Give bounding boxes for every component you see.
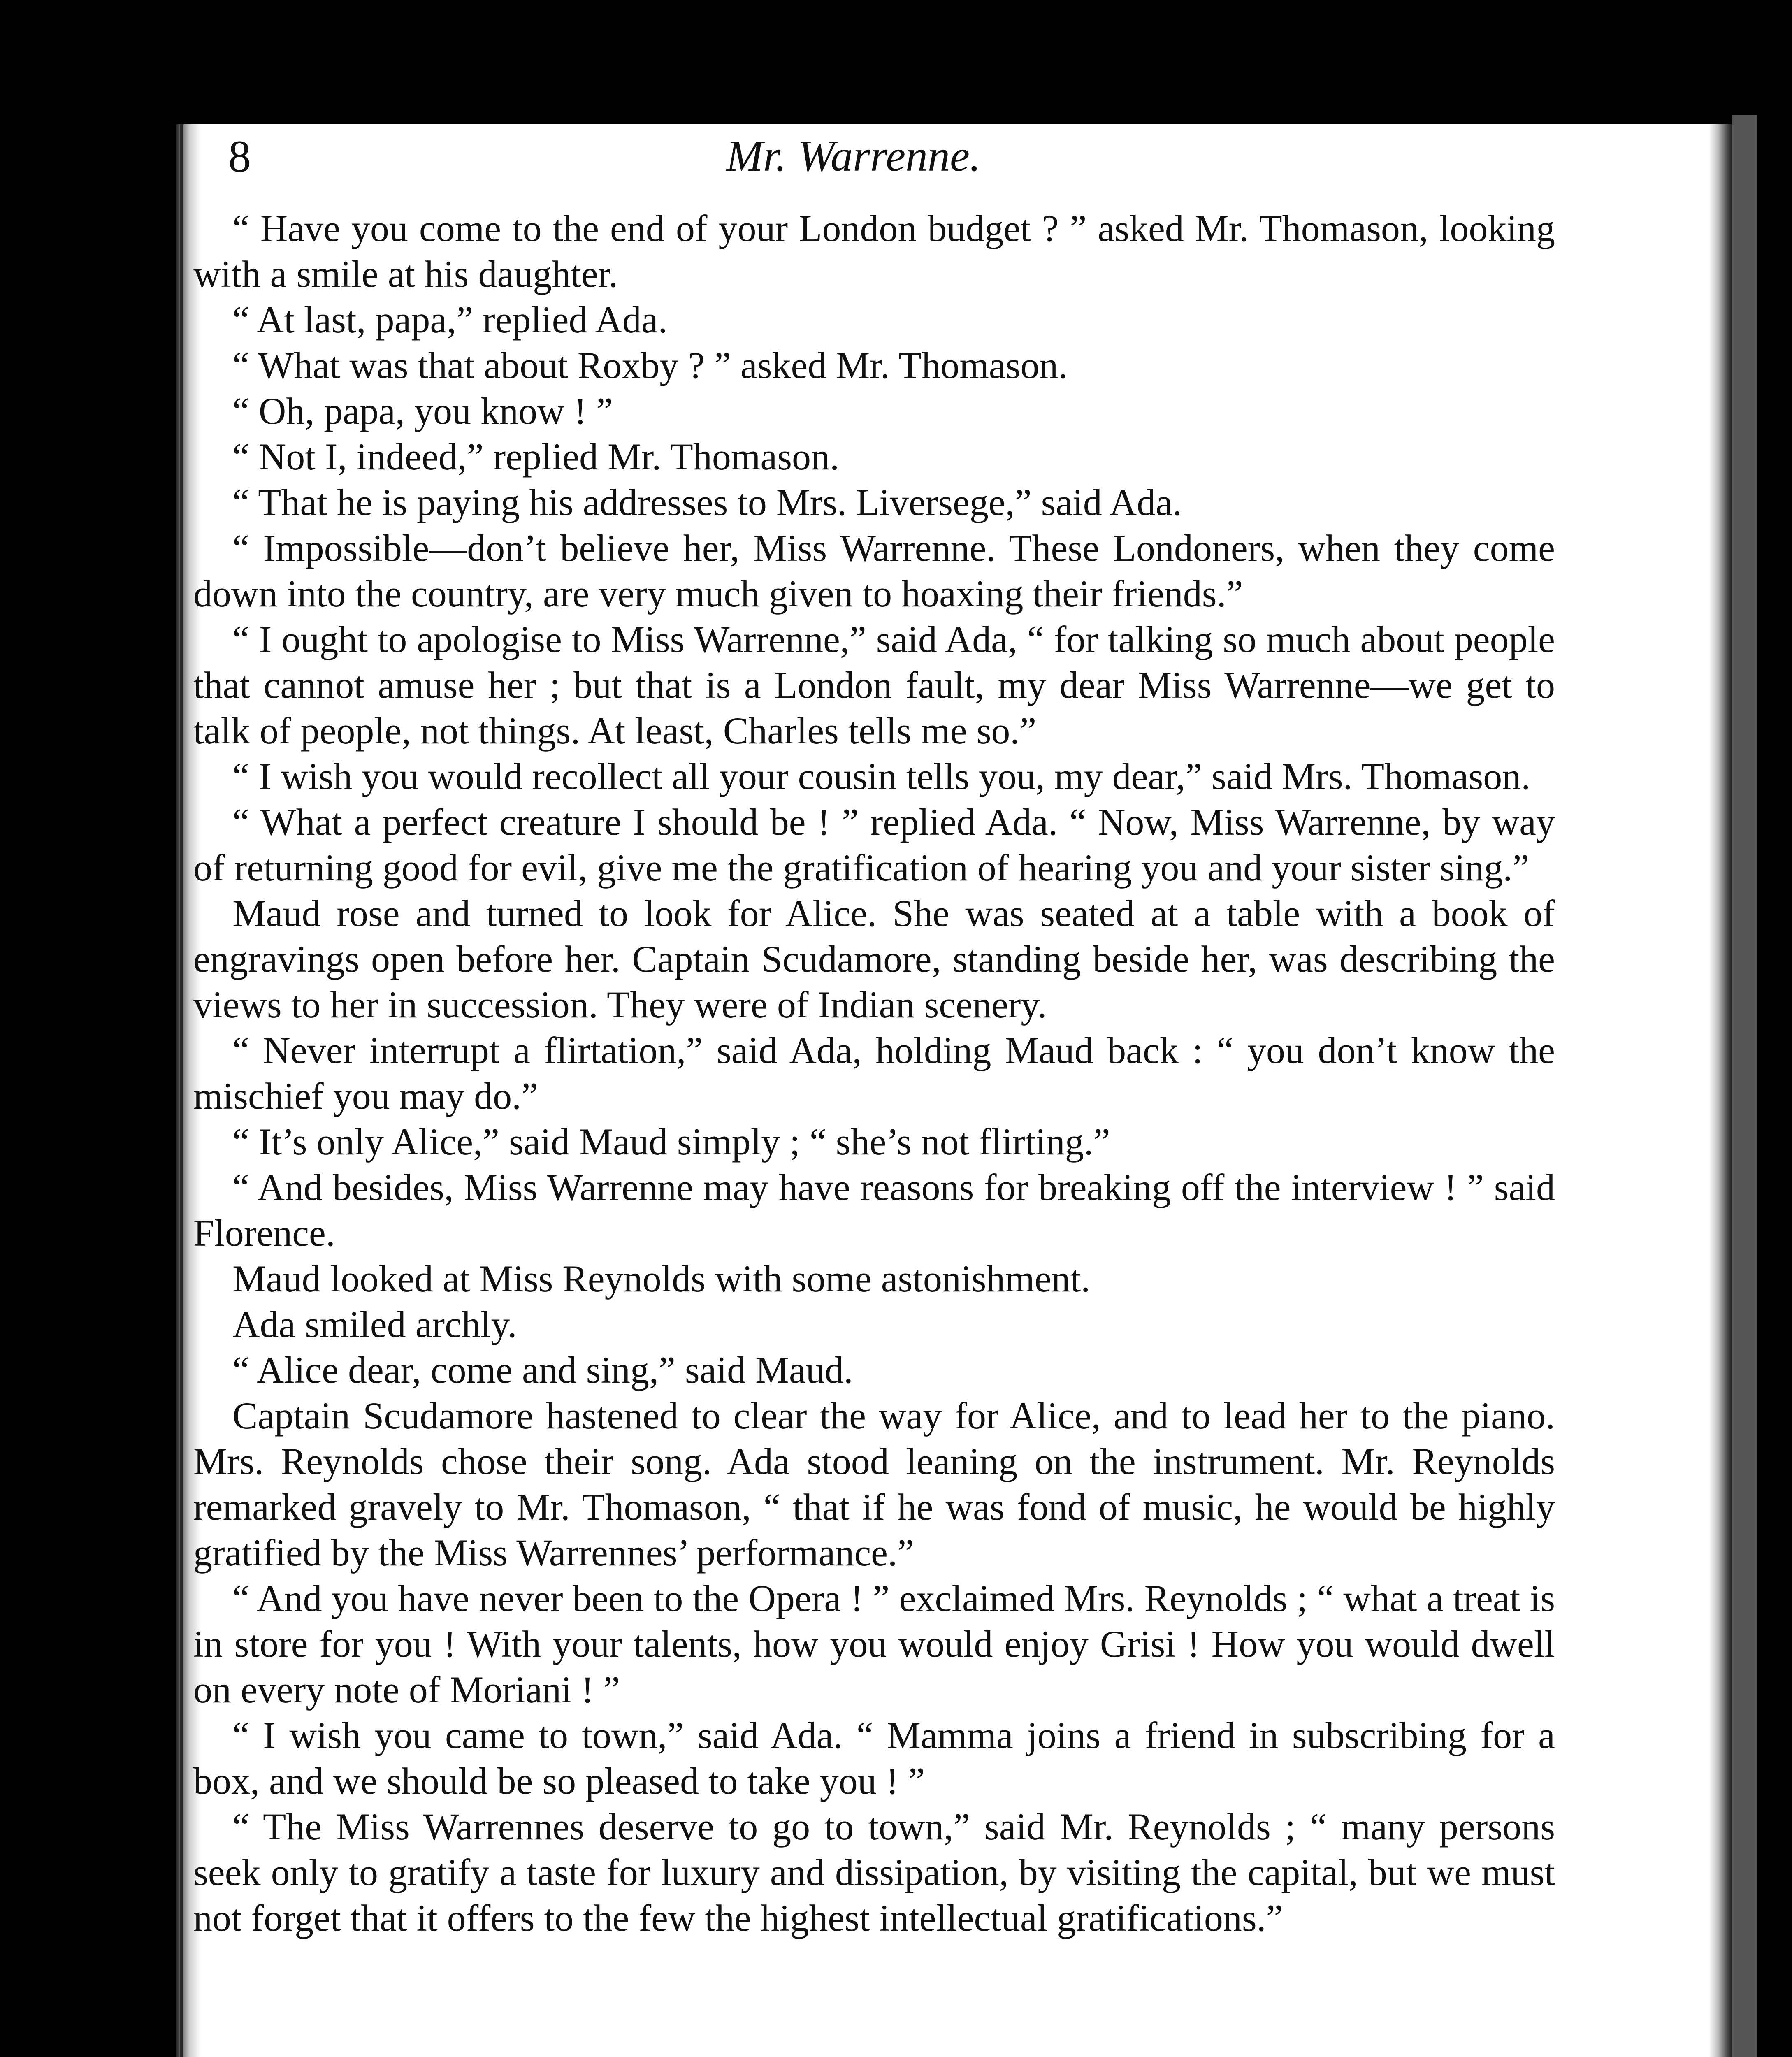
paragraph: Maud looked at Miss Reynolds with some astonishment. — [232, 1258, 1091, 1300]
paragraph: “ I wish you came to town,” said Ada. “ Mamma joins a friend in subscribing for a box, and we should be so pleased to take you ! ” — [193, 1714, 1555, 1802]
paragraph: Captain Scudamore hastened to clear the way for Alice, and to lead her to the piano. Mrs. Reynolds chose their song. Ada stood leaning on the instrument. Mr. Reynolds remarked gravely to Mr. Thomason, “ that if he was fond of music, he would be highly gratified by the Miss Warrennes’ performance.” — [193, 1395, 1555, 1574]
gutter-line — [180, 124, 183, 2057]
paragraph: “ I ought to apologise to Miss Warrenne,” said Ada, “ for talking so much about people that cannot amuse her ; but that is a London fault, my dear Miss Warrenne—we get to talk of people, not things. At least, Charles tells me so.” — [193, 618, 1555, 752]
right-page-edge — [1709, 124, 1732, 2057]
paragraph: “ I wish you would recollect all your cousin tells you, my dear,” said Mrs. Thomason. — [232, 755, 1531, 797]
paragraph: “ Never interrupt a flirtation,” said Ada, holding Maud back : “ you don’t know the mischief you may do.” — [193, 1029, 1555, 1117]
paragraph: “ Have you come to the end of your London budget ? ” asked Mr. Thomason, looking with a smile at his daughter. — [193, 207, 1555, 295]
paragraph: “ At last, papa,” replied Ada. — [232, 299, 668, 341]
paragraph: “ The Miss Warrennes deserve to go to town,” said Mr. Reynolds ; “ many persons seek only to gratify a taste for luxury and dissipation, by visiting the capital, but we must not forget that it offers to the few the highest intellectual gratifications.” — [193, 1806, 1555, 1939]
paragraph: “ Alice dear, come and sing,” said Maud. — [232, 1349, 853, 1391]
paragraph: Maud rose and turned to look for Alice. She was seated at a table with a book of engravings open before her. Captain Scudamore, standing beside her, was describing the views to her in succession. They were of Indian scenery. — [193, 892, 1555, 1026]
page-number: 8 — [228, 131, 251, 181]
paragraph: “ What was that about Roxby ? ” asked Mr. Thomason. — [232, 344, 1068, 386]
running-title: Mr. Warrenne. — [726, 132, 981, 181]
paragraph: “ And you have never been to the Opera ! ” exclaimed Mrs. Reynolds ; “ what a treat is in store for you ! With your talents, how you would enjoy Grisi ! How you would dwell on every note of Moriani ! ” — [193, 1577, 1555, 1711]
paragraph: “ And besides, Miss Warrenne may have reasons for breaking off the interview ! ” said Florence. — [193, 1166, 1555, 1254]
page-edge-band — [1732, 115, 1757, 2057]
body-text — [193, 206, 1555, 1941]
paragraph: “ Impossible—don’t believe her, Miss Warrenne. These Londoners, when they come down into the country, are very much given to hoaxing their friends.” — [193, 527, 1555, 615]
paragraph: “ What a perfect creature I should be ! ” replied Ada. “ Now, Miss Warrenne, by way of returning good for evil, give me the gratification of hearing you and your sister sing.” — [193, 801, 1555, 889]
paragraph: “ It’s only Alice,” said Maud simply ; “ she’s not flirting.” — [232, 1121, 1110, 1163]
paragraph: “ Oh, papa, you know ! ” — [232, 390, 613, 432]
paragraph: “ Not I, indeed,” replied Mr. Thomason. — [232, 436, 840, 478]
paragraph: Ada smiled archly. — [232, 1303, 517, 1345]
paragraph: “ That he is paying his addresses to Mrs. Liversege,” said Ada. — [232, 481, 1182, 523]
running-header — [228, 123, 1598, 189]
